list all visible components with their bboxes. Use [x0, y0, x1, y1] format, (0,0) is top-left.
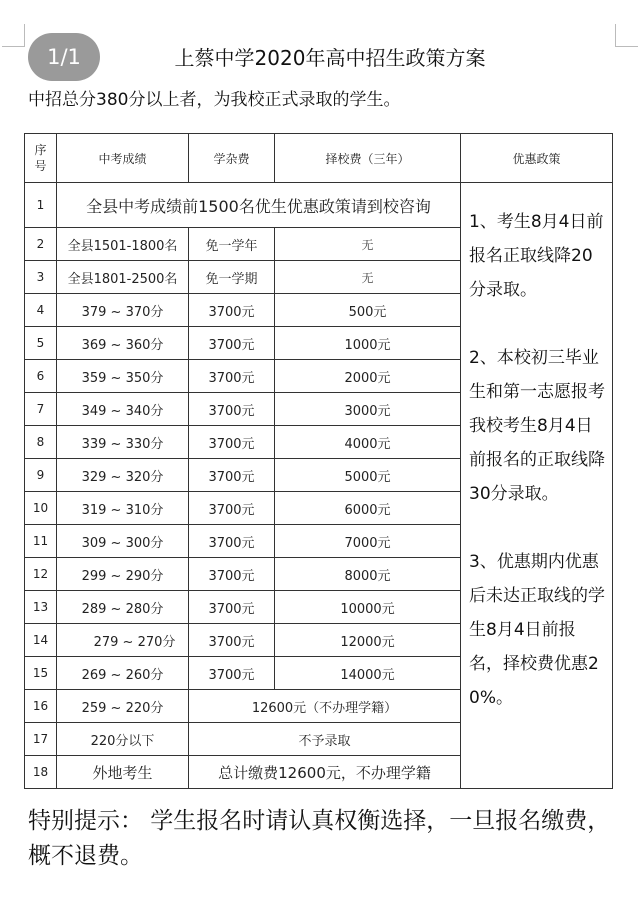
row-misc-fee: 3700元 — [189, 591, 275, 624]
row-score: 289 ~ 280分 — [57, 591, 189, 624]
row-misc-fee: 3700元 — [189, 657, 275, 690]
row-score: 259 ~ 220分 — [57, 690, 189, 723]
row-seq: 7 — [25, 393, 57, 426]
table-header-row — [25, 134, 613, 183]
row-score: 269 ~ 260分 — [57, 657, 189, 690]
row-choice-fee: 4000元 — [275, 426, 461, 459]
row-misc-fee: 免一学期 — [189, 261, 275, 294]
table-row — [25, 183, 613, 228]
row-seq: 18 — [25, 756, 57, 789]
row-seq: 11 — [25, 525, 57, 558]
row-seq: 8 — [25, 426, 57, 459]
row-seq: 2 — [25, 228, 57, 261]
row-score: 299 ~ 290分 — [57, 558, 189, 591]
header-seq: 序号 — [25, 134, 57, 183]
row-choice-fee: 无 — [275, 228, 461, 261]
row-choice-fee: 6000元 — [275, 492, 461, 525]
row-misc-fee: 3700元 — [189, 492, 275, 525]
row-seq: 4 — [25, 294, 57, 327]
row-misc-fee: 3700元 — [189, 525, 275, 558]
header-choice-fee: 择校费（三年） — [275, 134, 461, 183]
row-merged-fee: 不予录取 — [189, 723, 461, 756]
row-seq: 5 — [25, 327, 57, 360]
row-seq: 10 — [25, 492, 57, 525]
row-choice-fee: 5000元 — [275, 459, 461, 492]
row-misc-fee: 3700元 — [189, 624, 275, 657]
document-title: 上蔡中学2020年高中招生政策方案 — [174, 46, 486, 70]
row-misc-fee: 3700元 — [189, 426, 275, 459]
page-indicator: 1/1 — [28, 33, 100, 81]
row-choice-fee: 2000元 — [275, 360, 461, 393]
benefit-item: 2、本校初三毕业生和第一志愿报考我校考生8月4日前报名的正取线降30分录取。 — [469, 348, 605, 504]
row-score: 220分以下 — [57, 723, 189, 756]
row-misc-fee: 3700元 — [189, 558, 275, 591]
row-choice-fee: 无 — [275, 261, 461, 294]
row-choice-fee: 3000元 — [275, 393, 461, 426]
header-benefits: 优惠政策 — [461, 134, 613, 183]
row-choice-fee: 7000元 — [275, 525, 461, 558]
row-choice-fee: 12000元 — [275, 624, 461, 657]
row-seq: 12 — [25, 558, 57, 591]
row-score: 309 ~ 300分 — [57, 525, 189, 558]
row-misc-fee: 3700元 — [189, 294, 275, 327]
row-score: 369 ~ 360分 — [57, 327, 189, 360]
row-misc-fee: 3700元 — [189, 360, 275, 393]
row-seq: 3 — [25, 261, 57, 294]
row-score: 359 ~ 350分 — [57, 360, 189, 393]
page-corner-right — [615, 24, 638, 47]
row-choice-fee: 14000元 — [275, 657, 461, 690]
header-score: 中考成绩 — [57, 134, 189, 183]
row-merged-fee: 12600元（不办理学籍） — [189, 690, 461, 723]
row-choice-fee: 10000元 — [275, 591, 461, 624]
row-choice-fee: 8000元 — [275, 558, 461, 591]
header-misc-fee: 学杂费 — [189, 134, 275, 183]
row-score: 319 ~ 310分 — [57, 492, 189, 525]
row-score: 全县1801-2500名 — [57, 261, 189, 294]
row-seq: 1 — [25, 183, 57, 228]
row-choice-fee: 1000元 — [275, 327, 461, 360]
row-merged-fee: 总计缴费12600元，不办理学籍 — [189, 756, 461, 789]
page-corner-left — [2, 24, 25, 47]
row-score: 全县1501-1800名 — [57, 228, 189, 261]
row-choice-fee: 500元 — [275, 294, 461, 327]
row-seq: 16 — [25, 690, 57, 723]
row-score: 279 ~ 270分 — [57, 624, 189, 657]
row-score: 339 ~ 330分 — [57, 426, 189, 459]
special-notice: 特别提示： 学生报名时请认真权衡选择，一旦报名缴费，概不退费。 — [28, 808, 611, 869]
row-score: 349 ~ 340分 — [57, 393, 189, 426]
row-seq: 15 — [25, 657, 57, 690]
benefits-cell — [461, 183, 613, 789]
benefit-item: 1、考生8月4日前报名正取线降20分录取。 — [469, 212, 604, 300]
policy-table — [24, 133, 613, 789]
row-score: 外地考生 — [57, 756, 189, 789]
intro-text: 中招总分380分以上者，为我校正式录取的学生。 — [28, 90, 401, 110]
row-misc-fee: 3700元 — [189, 393, 275, 426]
row-merged-text: 全县中考成绩前1500名优生优惠政策请到校咨询 — [57, 183, 461, 228]
row-score: 329 ~ 320分 — [57, 459, 189, 492]
row-seq: 9 — [25, 459, 57, 492]
row-score: 379 ~ 370分 — [57, 294, 189, 327]
row-seq: 17 — [25, 723, 57, 756]
benefit-item: 3、优惠期内优惠后未达正取线的学生8月4日前报名，择校费优惠20%。 — [469, 552, 605, 708]
row-seq: 14 — [25, 624, 57, 657]
row-misc-fee: 免一学年 — [189, 228, 275, 261]
row-misc-fee: 3700元 — [189, 459, 275, 492]
row-seq: 13 — [25, 591, 57, 624]
row-seq: 6 — [25, 360, 57, 393]
row-misc-fee: 3700元 — [189, 327, 275, 360]
